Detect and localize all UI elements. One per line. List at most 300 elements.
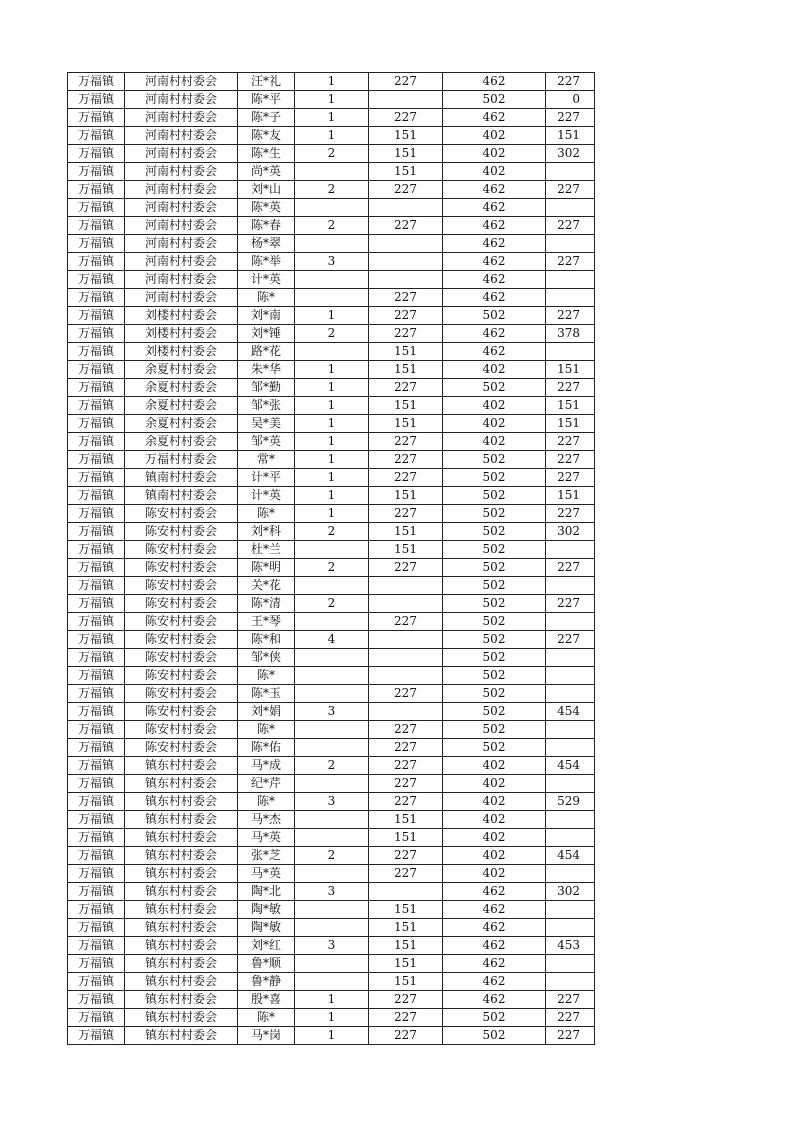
town-cell: 万福镇 bbox=[68, 127, 125, 145]
amount-b-cell: 462 bbox=[443, 901, 546, 919]
table-row bbox=[68, 829, 595, 847]
amount-b-cell: 462 bbox=[443, 343, 546, 361]
amount-a-cell bbox=[369, 253, 443, 271]
count-cell: 2 bbox=[295, 757, 369, 775]
village-cell: 陈安村村委会 bbox=[125, 703, 238, 721]
village-cell: 河南村村委会 bbox=[125, 289, 238, 307]
amount-b-cell: 462 bbox=[443, 109, 546, 127]
total-cell: 151 bbox=[546, 415, 595, 433]
village-cell: 陈安村村委会 bbox=[125, 523, 238, 541]
amount-b-cell: 502 bbox=[443, 1027, 546, 1045]
town-cell: 万福镇 bbox=[68, 235, 125, 253]
total-cell: 151 bbox=[546, 487, 595, 505]
total-cell: 454 bbox=[546, 847, 595, 865]
town-cell: 万福镇 bbox=[68, 325, 125, 343]
count-cell: 2 bbox=[295, 181, 369, 199]
town-cell: 万福镇 bbox=[68, 271, 125, 289]
count-cell bbox=[295, 739, 369, 757]
town-cell: 万福镇 bbox=[68, 955, 125, 973]
amount-a-cell: 227 bbox=[369, 469, 443, 487]
total-cell bbox=[546, 613, 595, 631]
town-cell: 万福镇 bbox=[68, 361, 125, 379]
table-row bbox=[68, 595, 595, 613]
amount-a-cell: 227 bbox=[369, 739, 443, 757]
total-cell bbox=[546, 649, 595, 667]
table-row bbox=[68, 685, 595, 703]
town-cell: 万福镇 bbox=[68, 613, 125, 631]
count-cell: 1 bbox=[295, 1027, 369, 1045]
town-cell: 万福镇 bbox=[68, 145, 125, 163]
count-cell: 1 bbox=[295, 433, 369, 451]
total-cell: 227 bbox=[546, 1009, 595, 1027]
table-row bbox=[68, 973, 595, 991]
name-cell: 马*英 bbox=[238, 865, 295, 883]
village-cell: 陈安村村委会 bbox=[125, 631, 238, 649]
amount-a-cell bbox=[369, 631, 443, 649]
name-cell: 张*芝 bbox=[238, 847, 295, 865]
amount-b-cell: 502 bbox=[443, 703, 546, 721]
table-row bbox=[68, 955, 595, 973]
total-cell: 227 bbox=[546, 991, 595, 1009]
count-cell bbox=[295, 541, 369, 559]
village-cell: 陈安村村委会 bbox=[125, 505, 238, 523]
total-cell bbox=[546, 667, 595, 685]
amount-b-cell: 462 bbox=[443, 883, 546, 901]
town-cell: 万福镇 bbox=[68, 541, 125, 559]
village-cell: 陈安村村委会 bbox=[125, 595, 238, 613]
amount-b-cell: 502 bbox=[443, 649, 546, 667]
table-row bbox=[68, 415, 595, 433]
amount-a-cell: 151 bbox=[369, 541, 443, 559]
table-row bbox=[68, 559, 595, 577]
town-cell: 万福镇 bbox=[68, 487, 125, 505]
village-cell: 河南村村委会 bbox=[125, 109, 238, 127]
total-cell: 227 bbox=[546, 181, 595, 199]
count-cell: 4 bbox=[295, 631, 369, 649]
name-cell: 陈*春 bbox=[238, 217, 295, 235]
amount-b-cell: 402 bbox=[443, 127, 546, 145]
amount-a-cell: 151 bbox=[369, 523, 443, 541]
amount-b-cell: 462 bbox=[443, 289, 546, 307]
village-cell: 余夏村村委会 bbox=[125, 415, 238, 433]
name-cell: 邹*侠 bbox=[238, 649, 295, 667]
count-cell: 3 bbox=[295, 253, 369, 271]
name-cell: 陈* bbox=[238, 505, 295, 523]
total-cell bbox=[546, 235, 595, 253]
count-cell bbox=[295, 199, 369, 217]
count-cell: 1 bbox=[295, 379, 369, 397]
town-cell: 万福镇 bbox=[68, 181, 125, 199]
town-cell: 万福镇 bbox=[68, 649, 125, 667]
amount-a-cell: 227 bbox=[369, 613, 443, 631]
name-cell: 陈*举 bbox=[238, 253, 295, 271]
name-cell: 刘*红 bbox=[238, 937, 295, 955]
total-cell bbox=[546, 199, 595, 217]
amount-b-cell: 502 bbox=[443, 469, 546, 487]
name-cell: 纪*芹 bbox=[238, 775, 295, 793]
name-cell: 邹*张 bbox=[238, 397, 295, 415]
amount-a-cell: 151 bbox=[369, 937, 443, 955]
total-cell bbox=[546, 829, 595, 847]
amount-a-cell bbox=[369, 883, 443, 901]
count-cell: 1 bbox=[295, 1009, 369, 1027]
village-cell: 河南村村委会 bbox=[125, 163, 238, 181]
amount-a-cell: 227 bbox=[369, 451, 443, 469]
total-cell bbox=[546, 541, 595, 559]
town-cell: 万福镇 bbox=[68, 451, 125, 469]
count-cell bbox=[295, 667, 369, 685]
amount-b-cell: 402 bbox=[443, 397, 546, 415]
total-cell: 302 bbox=[546, 145, 595, 163]
amount-b-cell: 402 bbox=[443, 847, 546, 865]
village-cell: 河南村村委会 bbox=[125, 199, 238, 217]
table-row bbox=[68, 739, 595, 757]
name-cell: 陈*英 bbox=[238, 199, 295, 217]
amount-b-cell: 502 bbox=[443, 1009, 546, 1027]
count-cell: 1 bbox=[295, 505, 369, 523]
amount-b-cell: 502 bbox=[443, 487, 546, 505]
village-cell: 余夏村村委会 bbox=[125, 361, 238, 379]
village-cell: 镇东村村委会 bbox=[125, 937, 238, 955]
town-cell: 万福镇 bbox=[68, 505, 125, 523]
table-body bbox=[68, 73, 595, 1045]
village-cell: 镇东村村委会 bbox=[125, 829, 238, 847]
amount-a-cell bbox=[369, 595, 443, 613]
count-cell bbox=[295, 577, 369, 595]
town-cell: 万福镇 bbox=[68, 343, 125, 361]
town-cell: 万福镇 bbox=[68, 1027, 125, 1045]
town-cell: 万福镇 bbox=[68, 901, 125, 919]
name-cell: 殷*喜 bbox=[238, 991, 295, 1009]
table-row bbox=[68, 451, 595, 469]
table-row bbox=[68, 937, 595, 955]
table-row bbox=[68, 253, 595, 271]
table-row bbox=[68, 523, 595, 541]
name-cell: 常* bbox=[238, 451, 295, 469]
name-cell: 陈*和 bbox=[238, 631, 295, 649]
name-cell: 陶*敏 bbox=[238, 919, 295, 937]
town-cell: 万福镇 bbox=[68, 847, 125, 865]
amount-a-cell: 227 bbox=[369, 991, 443, 1009]
count-cell: 3 bbox=[295, 937, 369, 955]
total-cell bbox=[546, 343, 595, 361]
village-cell: 镇东村村委会 bbox=[125, 775, 238, 793]
amount-b-cell: 462 bbox=[443, 955, 546, 973]
amount-b-cell: 402 bbox=[443, 433, 546, 451]
amount-b-cell: 502 bbox=[443, 739, 546, 757]
count-cell bbox=[295, 613, 369, 631]
amount-b-cell: 502 bbox=[443, 505, 546, 523]
total-cell: 227 bbox=[546, 73, 595, 91]
amount-a-cell bbox=[369, 271, 443, 289]
amount-a-cell: 151 bbox=[369, 973, 443, 991]
count-cell: 1 bbox=[295, 361, 369, 379]
name-cell: 陈*清 bbox=[238, 595, 295, 613]
amount-b-cell: 402 bbox=[443, 757, 546, 775]
amount-a-cell: 151 bbox=[369, 487, 443, 505]
village-cell: 刘楼村村委会 bbox=[125, 307, 238, 325]
table-row bbox=[68, 919, 595, 937]
amount-a-cell: 227 bbox=[369, 721, 443, 739]
count-cell bbox=[295, 865, 369, 883]
count-cell: 1 bbox=[295, 397, 369, 415]
name-cell: 鲁*顺 bbox=[238, 955, 295, 973]
village-cell: 刘楼村村委会 bbox=[125, 325, 238, 343]
village-cell: 陈安村村委会 bbox=[125, 739, 238, 757]
amount-b-cell: 402 bbox=[443, 865, 546, 883]
town-cell: 万福镇 bbox=[68, 685, 125, 703]
village-cell: 陈安村村委会 bbox=[125, 577, 238, 595]
total-cell: 227 bbox=[546, 559, 595, 577]
village-cell: 河南村村委会 bbox=[125, 217, 238, 235]
total-cell: 378 bbox=[546, 325, 595, 343]
amount-a-cell: 151 bbox=[369, 343, 443, 361]
total-cell: 302 bbox=[546, 523, 595, 541]
count-cell bbox=[295, 775, 369, 793]
name-cell: 刘*娟 bbox=[238, 703, 295, 721]
count-cell bbox=[295, 919, 369, 937]
table-row bbox=[68, 667, 595, 685]
village-cell: 陈安村村委会 bbox=[125, 667, 238, 685]
amount-b-cell: 402 bbox=[443, 793, 546, 811]
town-cell: 万福镇 bbox=[68, 577, 125, 595]
amount-b-cell: 462 bbox=[443, 199, 546, 217]
amount-b-cell: 462 bbox=[443, 991, 546, 1009]
name-cell: 陈*友 bbox=[238, 127, 295, 145]
count-cell: 1 bbox=[295, 307, 369, 325]
amount-a-cell bbox=[369, 577, 443, 595]
town-cell: 万福镇 bbox=[68, 217, 125, 235]
amount-a-cell: 151 bbox=[369, 829, 443, 847]
name-cell: 马*成 bbox=[238, 757, 295, 775]
town-cell: 万福镇 bbox=[68, 721, 125, 739]
village-cell: 镇东村村委会 bbox=[125, 811, 238, 829]
table-row bbox=[68, 199, 595, 217]
amount-b-cell: 502 bbox=[443, 451, 546, 469]
amount-a-cell bbox=[369, 667, 443, 685]
table-row bbox=[68, 379, 595, 397]
table-row bbox=[68, 307, 595, 325]
count-cell: 1 bbox=[295, 91, 369, 109]
amount-b-cell: 502 bbox=[443, 613, 546, 631]
town-cell: 万福镇 bbox=[68, 883, 125, 901]
name-cell: 王*琴 bbox=[238, 613, 295, 631]
village-cell: 河南村村委会 bbox=[125, 73, 238, 91]
name-cell: 尚*英 bbox=[238, 163, 295, 181]
name-cell: 陈* bbox=[238, 721, 295, 739]
name-cell: 陈*明 bbox=[238, 559, 295, 577]
name-cell: 杨*翠 bbox=[238, 235, 295, 253]
count-cell: 1 bbox=[295, 487, 369, 505]
total-cell bbox=[546, 775, 595, 793]
count-cell: 3 bbox=[295, 703, 369, 721]
town-cell: 万福镇 bbox=[68, 667, 125, 685]
total-cell: 227 bbox=[546, 109, 595, 127]
amount-a-cell: 151 bbox=[369, 127, 443, 145]
town-cell: 万福镇 bbox=[68, 307, 125, 325]
name-cell: 杜*兰 bbox=[238, 541, 295, 559]
total-cell: 227 bbox=[546, 469, 595, 487]
town-cell: 万福镇 bbox=[68, 253, 125, 271]
table-row bbox=[68, 793, 595, 811]
amount-b-cell: 402 bbox=[443, 145, 546, 163]
name-cell: 邹*英 bbox=[238, 433, 295, 451]
total-cell bbox=[546, 739, 595, 757]
amount-a-cell: 151 bbox=[369, 919, 443, 937]
count-cell bbox=[295, 721, 369, 739]
amount-b-cell: 462 bbox=[443, 973, 546, 991]
amount-a-cell: 227 bbox=[369, 757, 443, 775]
amount-b-cell: 462 bbox=[443, 181, 546, 199]
amount-a-cell: 151 bbox=[369, 145, 443, 163]
village-cell: 余夏村村委会 bbox=[125, 433, 238, 451]
table-row bbox=[68, 703, 595, 721]
count-cell: 2 bbox=[295, 145, 369, 163]
table-row bbox=[68, 577, 595, 595]
name-cell: 路*花 bbox=[238, 343, 295, 361]
total-cell: 0 bbox=[546, 91, 595, 109]
total-cell: 227 bbox=[546, 307, 595, 325]
total-cell: 227 bbox=[546, 433, 595, 451]
amount-a-cell: 227 bbox=[369, 181, 443, 199]
amount-a-cell: 227 bbox=[369, 217, 443, 235]
table-row bbox=[68, 775, 595, 793]
name-cell: 陈*玉 bbox=[238, 685, 295, 703]
village-cell: 镇东村村委会 bbox=[125, 757, 238, 775]
town-cell: 万福镇 bbox=[68, 595, 125, 613]
table-row bbox=[68, 73, 595, 91]
name-cell: 马*岗 bbox=[238, 1027, 295, 1045]
amount-a-cell: 151 bbox=[369, 163, 443, 181]
amount-a-cell: 227 bbox=[369, 379, 443, 397]
amount-b-cell: 402 bbox=[443, 829, 546, 847]
village-cell: 镇东村村委会 bbox=[125, 901, 238, 919]
amount-a-cell bbox=[369, 199, 443, 217]
amount-a-cell: 151 bbox=[369, 415, 443, 433]
count-cell: 1 bbox=[295, 991, 369, 1009]
data-table bbox=[67, 72, 595, 1045]
count-cell: 1 bbox=[295, 415, 369, 433]
name-cell: 马*英 bbox=[238, 829, 295, 847]
table-row bbox=[68, 1009, 595, 1027]
village-cell: 陈安村村委会 bbox=[125, 685, 238, 703]
total-cell: 151 bbox=[546, 397, 595, 415]
village-cell: 余夏村村委会 bbox=[125, 397, 238, 415]
name-cell: 刘*锤 bbox=[238, 325, 295, 343]
table-row bbox=[68, 469, 595, 487]
total-cell bbox=[546, 901, 595, 919]
table-row bbox=[68, 631, 595, 649]
amount-a-cell: 227 bbox=[369, 109, 443, 127]
village-cell: 镇东村村委会 bbox=[125, 883, 238, 901]
town-cell: 万福镇 bbox=[68, 91, 125, 109]
total-cell: 151 bbox=[546, 361, 595, 379]
amount-a-cell: 151 bbox=[369, 811, 443, 829]
amount-a-cell: 227 bbox=[369, 325, 443, 343]
town-cell: 万福镇 bbox=[68, 739, 125, 757]
amount-b-cell: 462 bbox=[443, 253, 546, 271]
table-row bbox=[68, 397, 595, 415]
total-cell: 529 bbox=[546, 793, 595, 811]
name-cell: 朱*华 bbox=[238, 361, 295, 379]
village-cell: 河南村村委会 bbox=[125, 127, 238, 145]
village-cell: 陈安村村委会 bbox=[125, 649, 238, 667]
village-cell: 镇东村村委会 bbox=[125, 1009, 238, 1027]
total-cell: 227 bbox=[546, 505, 595, 523]
name-cell: 陈* bbox=[238, 793, 295, 811]
town-cell: 万福镇 bbox=[68, 703, 125, 721]
village-cell: 河南村村委会 bbox=[125, 181, 238, 199]
village-cell: 刘楼村村委会 bbox=[125, 343, 238, 361]
town-cell: 万福镇 bbox=[68, 379, 125, 397]
count-cell: 2 bbox=[295, 217, 369, 235]
table-row bbox=[68, 847, 595, 865]
village-cell: 镇东村村委会 bbox=[125, 793, 238, 811]
total-cell: 227 bbox=[546, 253, 595, 271]
count-cell bbox=[295, 163, 369, 181]
total-cell: 454 bbox=[546, 703, 595, 721]
table-row bbox=[68, 649, 595, 667]
total-cell bbox=[546, 865, 595, 883]
village-cell: 镇东村村委会 bbox=[125, 1027, 238, 1045]
amount-b-cell: 402 bbox=[443, 775, 546, 793]
table-row bbox=[68, 757, 595, 775]
total-cell bbox=[546, 685, 595, 703]
town-cell: 万福镇 bbox=[68, 433, 125, 451]
village-cell: 万福村村委会 bbox=[125, 451, 238, 469]
name-cell: 刘*南 bbox=[238, 307, 295, 325]
amount-b-cell: 402 bbox=[443, 415, 546, 433]
total-cell bbox=[546, 271, 595, 289]
amount-b-cell: 502 bbox=[443, 631, 546, 649]
amount-b-cell: 462 bbox=[443, 235, 546, 253]
amount-a-cell: 227 bbox=[369, 307, 443, 325]
total-cell: 227 bbox=[546, 451, 595, 469]
total-cell bbox=[546, 955, 595, 973]
table-row bbox=[68, 91, 595, 109]
table-row bbox=[68, 163, 595, 181]
count-cell bbox=[295, 271, 369, 289]
name-cell: 刘*山 bbox=[238, 181, 295, 199]
amount-b-cell: 502 bbox=[443, 559, 546, 577]
amount-b-cell: 502 bbox=[443, 91, 546, 109]
town-cell: 万福镇 bbox=[68, 757, 125, 775]
amount-a-cell bbox=[369, 703, 443, 721]
name-cell: 陈*佑 bbox=[238, 739, 295, 757]
table-row bbox=[68, 217, 595, 235]
village-cell: 陈安村村委会 bbox=[125, 721, 238, 739]
total-cell bbox=[546, 163, 595, 181]
amount-b-cell: 502 bbox=[443, 379, 546, 397]
amount-a-cell bbox=[369, 235, 443, 253]
total-cell bbox=[546, 973, 595, 991]
amount-a-cell: 227 bbox=[369, 505, 443, 523]
table-row bbox=[68, 1027, 595, 1045]
total-cell: 151 bbox=[546, 127, 595, 145]
amount-a-cell: 227 bbox=[369, 559, 443, 577]
amount-b-cell: 462 bbox=[443, 73, 546, 91]
amount-b-cell: 502 bbox=[443, 685, 546, 703]
amount-a-cell: 227 bbox=[369, 289, 443, 307]
table-row bbox=[68, 883, 595, 901]
table-row bbox=[68, 901, 595, 919]
amount-b-cell: 502 bbox=[443, 595, 546, 613]
count-cell: 1 bbox=[295, 73, 369, 91]
table-row bbox=[68, 127, 595, 145]
count-cell: 2 bbox=[295, 847, 369, 865]
count-cell bbox=[295, 649, 369, 667]
total-cell: 302 bbox=[546, 883, 595, 901]
